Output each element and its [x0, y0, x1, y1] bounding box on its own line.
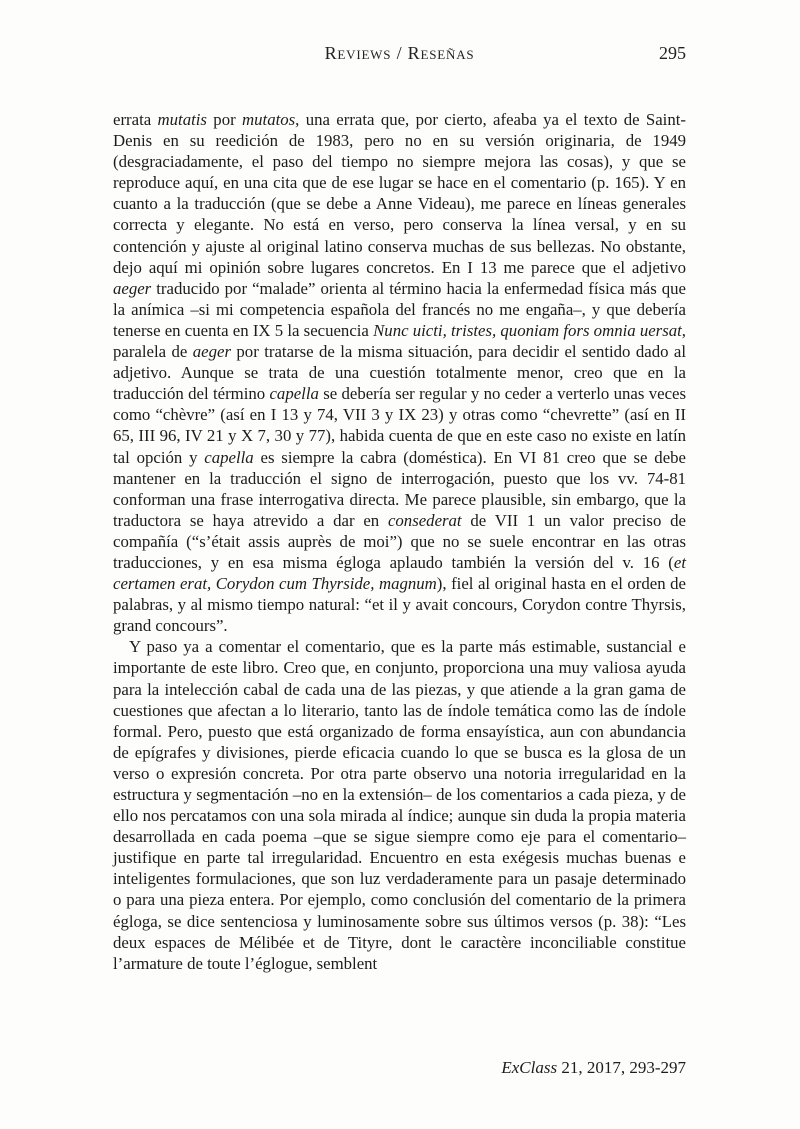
running-title: Reviews / Reseñas — [324, 43, 475, 63]
text-run: errata — [113, 110, 158, 129]
text-run: , paralela de — [113, 320, 686, 362]
italic-text-run: capella — [204, 447, 254, 467]
page-footer — [113, 1058, 686, 1078]
text-run: 21, 2017, 293-297 — [557, 1058, 686, 1077]
italic-text-run: ExClass — [501, 1058, 558, 1077]
body-text — [113, 109, 686, 974]
text-run: es siempre la cabra (doméstica). En VI 81 creo que se debe mantener en la traducción el signo de interrogación, puesto que los vv. 74-81 conforman una frase interrogativa directa. Me parece plausible, sin embargo, que la traductora se haya atrevido a dar en — [113, 447, 686, 530]
italic-text-run: mutatos — [242, 110, 296, 129]
text-run: traducido por “malade” orienta al término hacia la enfermedad física más que la anímica –si mi competencia española del francés no me engaña–, y que debería tenerse en cuenta en IX 5 la secuencia — [113, 278, 686, 340]
page-number: 295 — [659, 43, 686, 63]
text-run: ), fiel al original hasta en el orden de palabras, y al mismo tiempo natural: “et il y avait concours, Corydon contre Thyrsis, grand concours”. — [113, 574, 686, 636]
italic-text-run: et certamen erat, Corydon cum Thyrside, magnum — [113, 552, 686, 594]
page-header — [113, 43, 686, 67]
text-run: por — [206, 110, 243, 129]
text-run: se debería ser regular y no ceder a verterlo unas veces como “chèvre” (así en I 13 y 74, VII 3 y IX 23) y otras como “chevrette” (así en II 65, III 96, IV 21 y X 7, 30 y 77), habida cuenta de que en este caso no existe en latín tal opción y — [113, 384, 686, 467]
italic-text-run: aeger — [113, 278, 152, 298]
italic-text-run: capella — [269, 384, 319, 404]
text-run: por tratarse de la misma situación, para decidir el sentido dado al adjetivo. Aunque se trata de una cuestión totalmente menor, creo que en la traducción del término — [113, 342, 687, 404]
italic-text-run: Nunc uicti, tristes, quoniam fors omnia uersat — [373, 320, 682, 340]
paragraph — [113, 109, 686, 636]
italic-text-run: mutatis — [157, 110, 207, 129]
italic-text-run: consederat — [387, 510, 462, 530]
text-run: Y paso ya a comentar el comentario, que es la parte más estimable, sustancial e importante de este libro. Creo que, en conjunto, proporciona una muy valiosa ayuda para la intelección cabal de cada una de las piezas, y que atiende a la gran gama de cuestiones que afectan a lo literario, tanto las de índole temática como las de índole formal. Pero, puesto que está organizado de forma ensayística, aun con abundancia de epígrafes y divisiones, pierde eficacia cuando lo que se busca es la glosa de un verso o expresión concreta. Por otra parte observo una notoria irregularidad en la estructura y segmentación –no en la extensión– de los comentarios a cada pieza, y de ello nos percatamos con una sola mirada al índice; aunque sin duda la propia materia desarrollada en cada poema –que se sigue siempre como eje para el comentario– justifique en parte tal irregularidad. Encuentro en esta exégesis muchas buenas e inteligentes formulaciones, que son luz verdaderamente para un pasaje determinado o para una pieza entera. Por ejemplo, como conclusión del comentario de la primera égloga, se dice sentenciosa y luminosamente sobre sus últimos versos (p. 38): “Les deux espaces de Mélibée et de Tityre, dont le caractère inconciliable constitue l’armature de toute l’églogue, semblent — [113, 637, 686, 973]
text-run: de VII 1 un valor preciso de compañía (“s’était assis auprès de moi”) que no se suele encontrar en las otras traducciones, y en esa misma égloga aplaudo también la versión del v. 16 ( — [113, 510, 686, 572]
text-run: , una errata que, por cierto, afeaba ya el texto de Saint-Denis en su reedición de 1983, pero no en su versión originaria, de 1949 (desgraciadamente, el paso del tiempo no siempre mejora las cosas), y que se reproduce aquí, en una cita que de ese lugar se hace en el comentario (p. 165). Y en cuanto a la traducción (que se debe a Anne Videau), me parece en líneas generales correcta y elegante. No está en verso, pero conserva la línea versal, y en su contención y ajuste al original latino conserva muchas de sus bellezas. No obstante, dejo aquí mi opinión sobre lugares concretos. En I 13 me parece que el adjetivo — [113, 110, 686, 277]
italic-text-run: aeger — [192, 342, 231, 362]
journal-citation — [501, 1058, 686, 1077]
paragraph — [113, 636, 686, 974]
